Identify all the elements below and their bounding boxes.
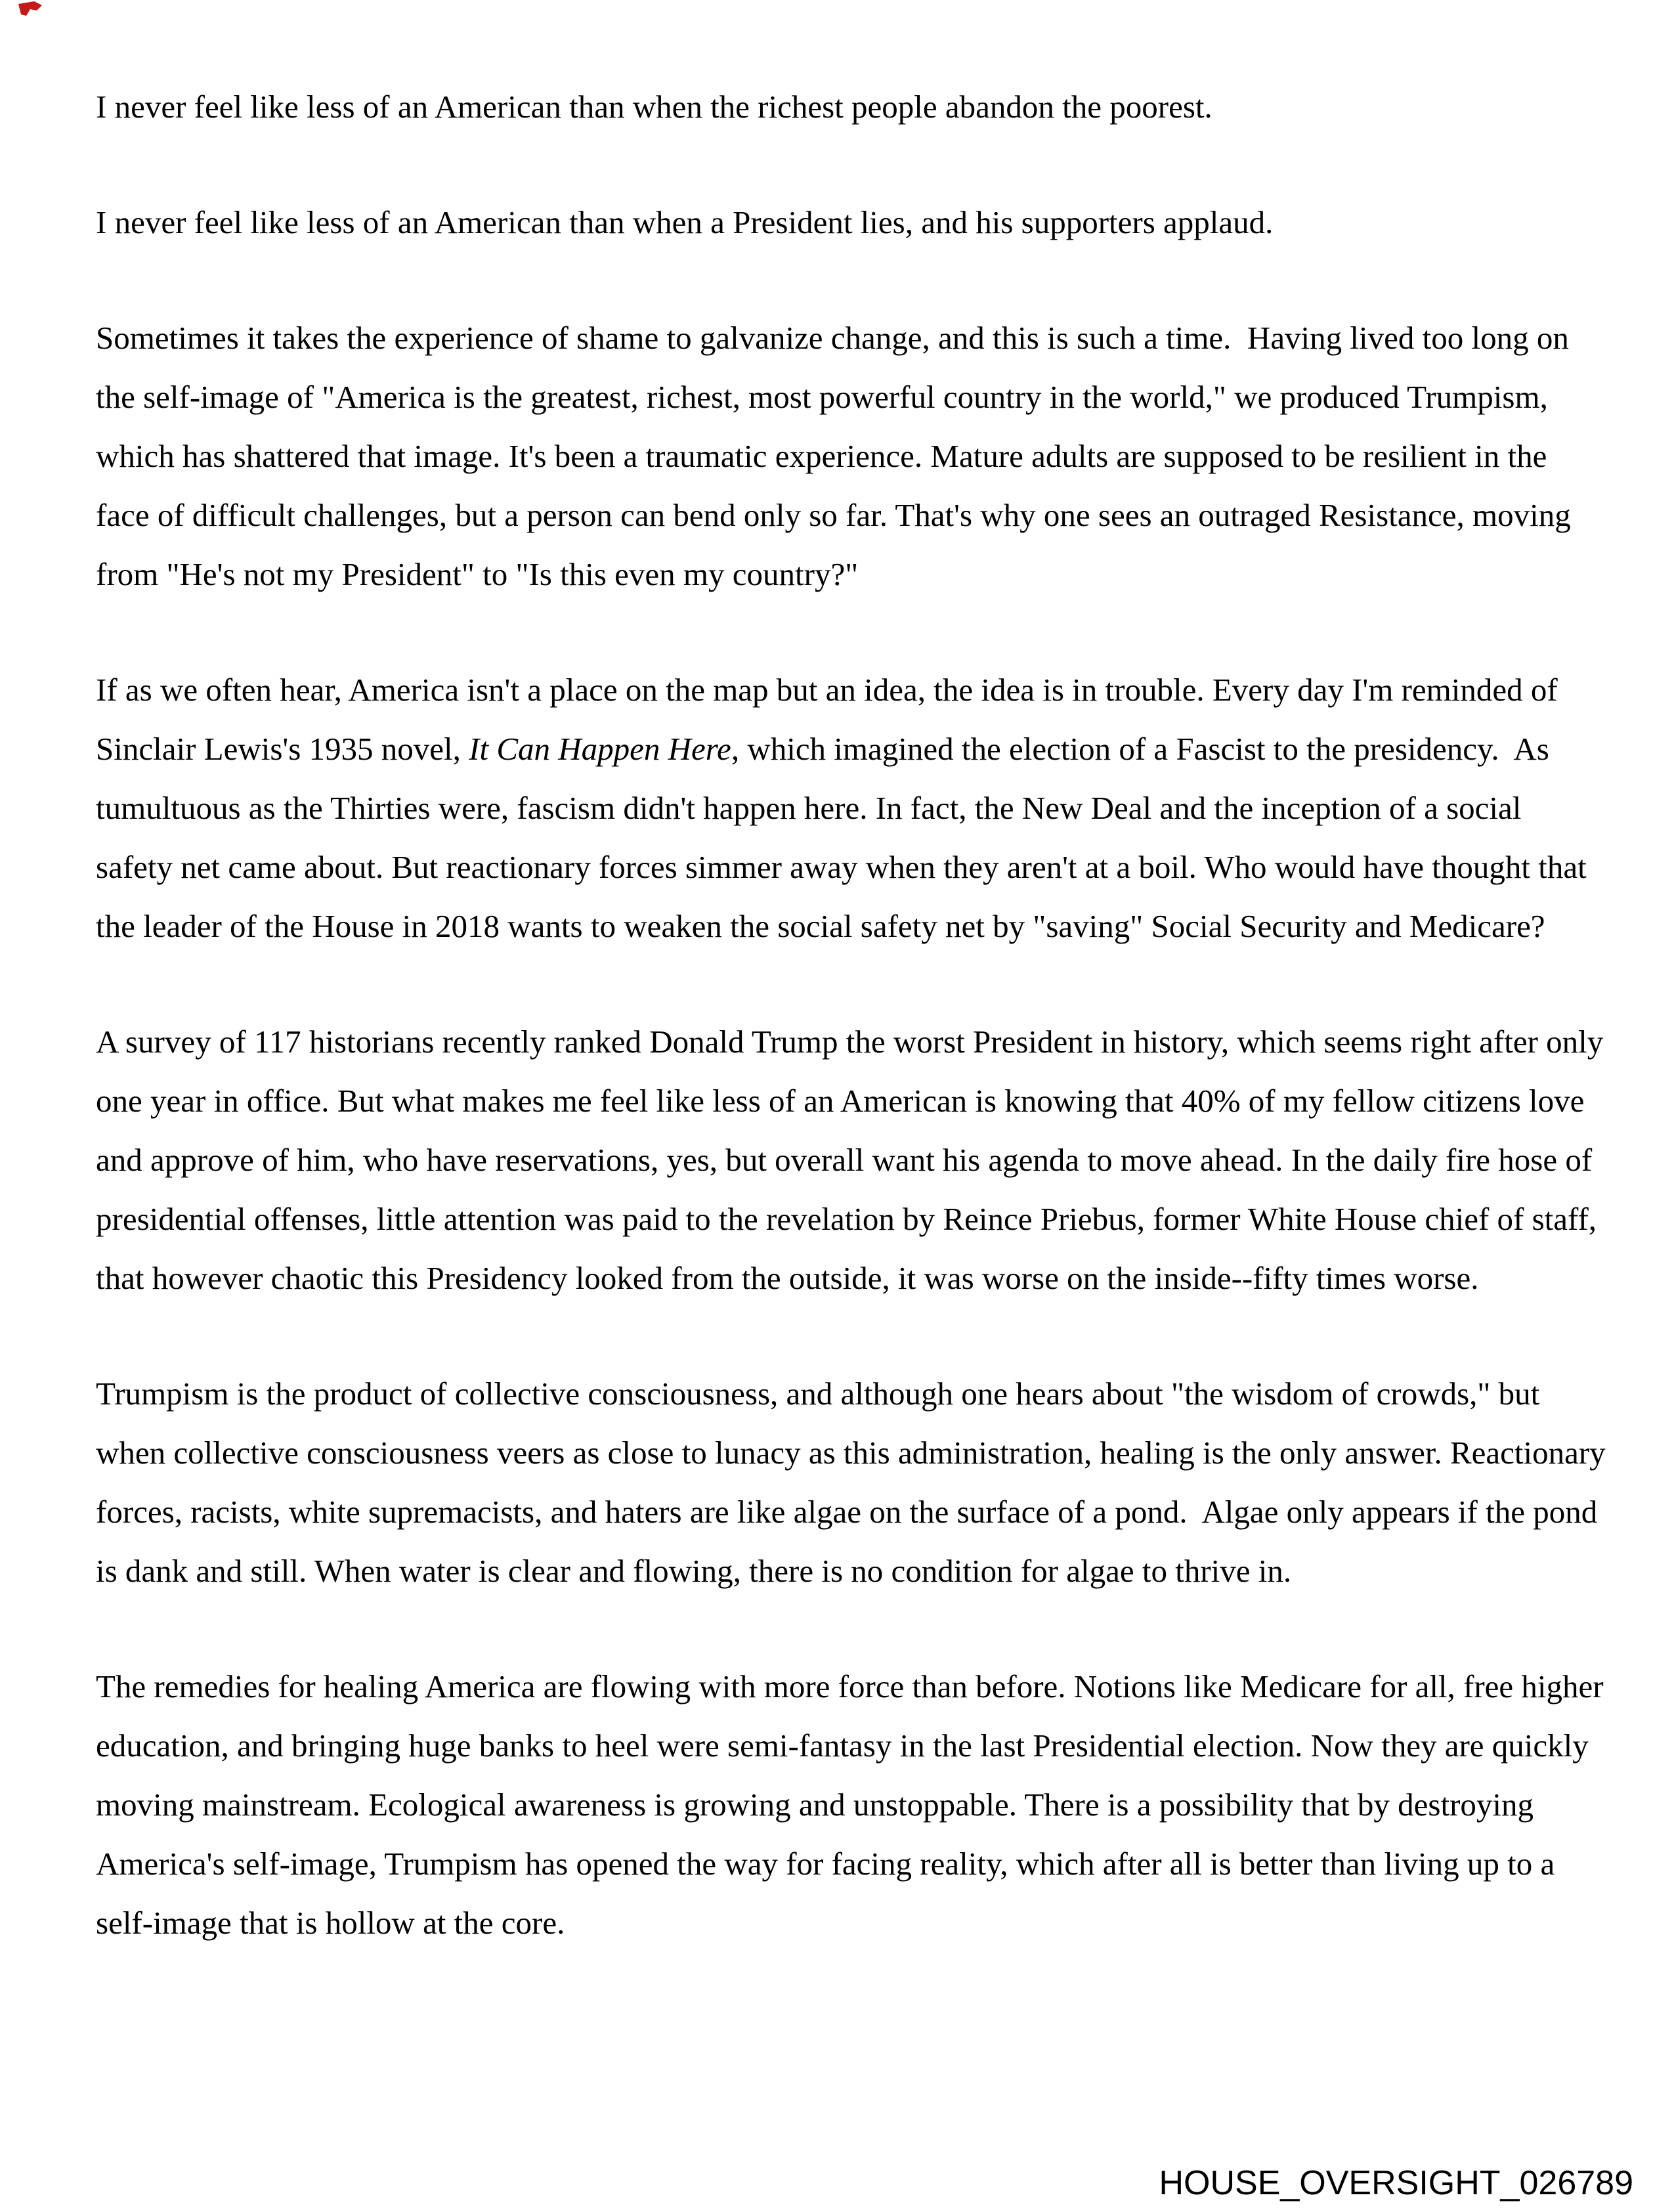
red-scan-artifact-shape xyxy=(18,1,42,16)
paragraph xyxy=(96,309,1606,604)
text-run: If as we often hear, America isn't a place on the map but an idea, the idea is in trouble. Every day I'm reminded of Sinclair Lewis's 1935 novel, xyxy=(96,672,1566,767)
text-run: Sometimes it takes the experience of shame to galvanize change, and this is such a time. Having lived too long on the self-image of "America is the greatest, richest, most powerful country in the world," we produced Trumpism, which has shattered that image. It's been a traumatic experience. Mature adults are supposed to be resilient in the face of difficult challenges, but a person can bend only so far. That's why one sees an outraged Resistance, moving from "He's not my President" to "Is this even my country?" xyxy=(96,320,1579,592)
paragraph xyxy=(96,77,1606,137)
text-run: Trumpism is the product of collective consciousness, and although one hears about "the wisdom of crowds," but when collective consciousness veers as close to lunacy as this administration, healing is the only answer. Reactionary forces, racists, white supremacists, and haters are like algae on the surface of a pond. Algae only appears if the pond is dank and still. When water is clear and flowing, there is no condition for algae to thrive in. xyxy=(96,1376,1614,1589)
text-run: , which imagined the election of a Fascist to the presidency. As tumultuous as the Thirties were, fascism didn't happen here. In fact, the New Deal and the inception of a social safety net came about. But reactionary forces simmer away when they aren't at a boil. Who would have thought that the leader of the House in 2018 wants to weaken the social safety net by "saving" Social Security and Medicare? xyxy=(96,731,1595,944)
text-run: I never feel like less of an American than when the richest people abandon the poorest. xyxy=(96,89,1213,125)
red-scan-artifact-icon xyxy=(17,1,43,24)
bates-number: HOUSE_OVERSIGHT_026789 xyxy=(1159,2164,1633,2202)
document-body xyxy=(96,77,1614,2009)
italic-text-run: It Can Happen Here xyxy=(469,731,731,767)
paragraph xyxy=(96,1364,1614,1601)
paragraph xyxy=(96,1012,1612,1308)
paragraph xyxy=(96,1657,1612,1953)
paragraph xyxy=(96,193,1606,252)
text-run: I never feel like less of an American than when a President lies, and his supporters applaud. xyxy=(96,204,1274,240)
text-run: A survey of 117 historians recently ranked Donald Trump the worst President in history, which seems right after only one year in office. But what makes me feel like less of an American is knowing that 40% of my fellow citizens love and approve of him, who have reservations, yes, but overall want his agenda to move ahead. In the daily fire hose of presidential offenses, little attention was paid to the revelation by Reince Priebus, former White House chief of staff, that however chaotic this Presidency looked from the outside, it was worse on the inside--fifty times worse. xyxy=(96,1024,1612,1296)
paragraph xyxy=(96,661,1606,956)
text-run: The remedies for healing America are flowing with more force than before. Notions like Medicare for all, free higher education, and bringing huge banks to heel were semi-fantasy in the last Presidential election. Now they are quickly moving mainstream. Ecological awareness is growing and unstoppable. There is a possibility that by destroying America's self-image, Trumpism has opened the way for facing reality, which after all is better than living up to a self-image that is hollow at the core. xyxy=(96,1668,1612,1941)
